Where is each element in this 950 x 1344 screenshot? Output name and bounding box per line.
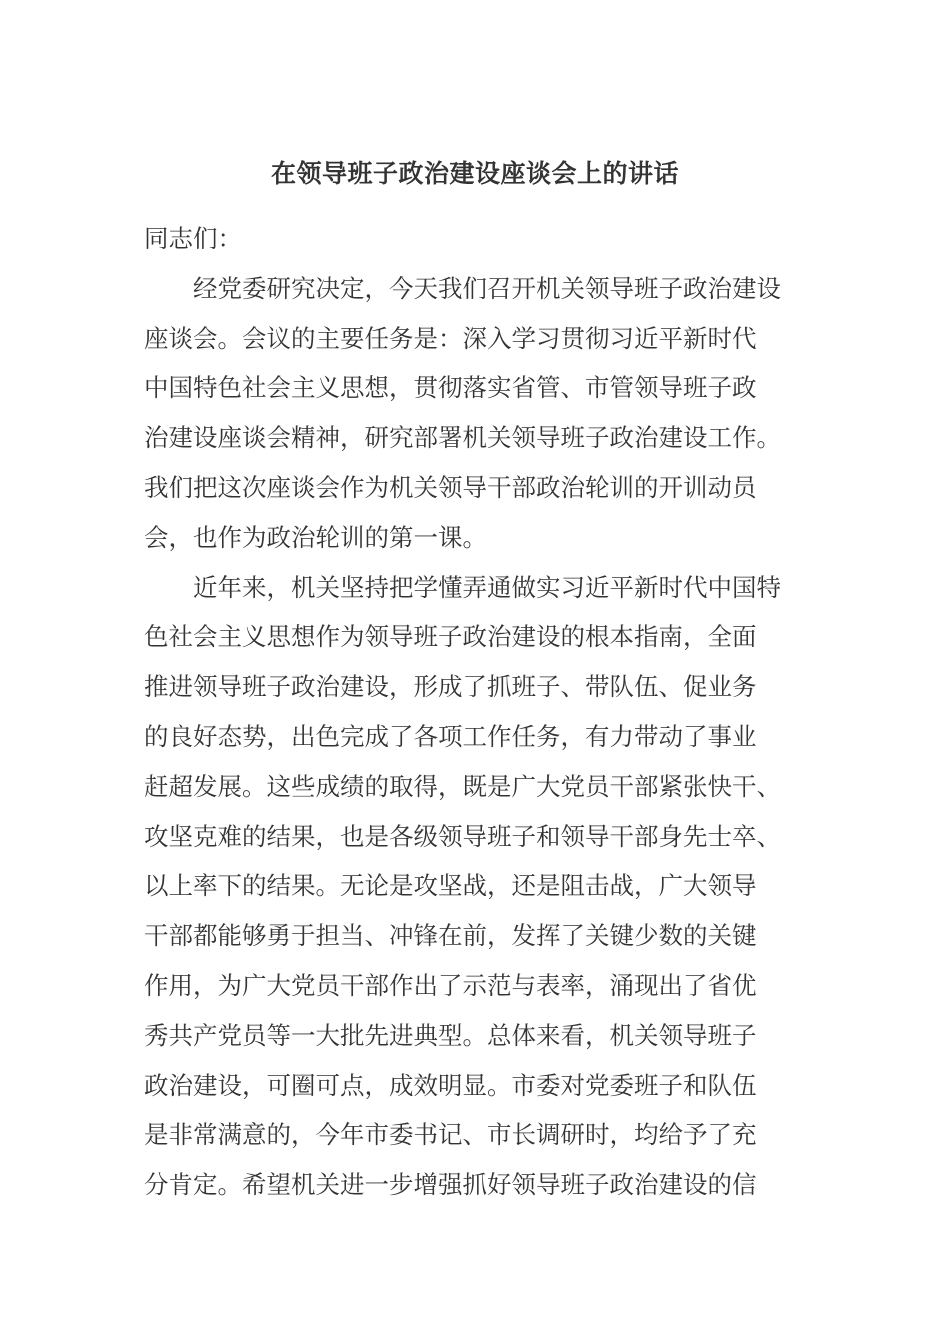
text-line: 中国特色社会主义思想，贯彻落实省管、市管领导班子政	[144, 373, 757, 403]
text-line: 干部都能够勇于担当、冲锋在前，发挥了关键少数的关键	[144, 921, 757, 951]
text-line: 是非常满意的，今年市委书记、市长调研时，均给予了充	[144, 1120, 757, 1150]
text-line: 近年来，机关坚持把学懂弄通做实习近平新时代中国特	[144, 572, 781, 602]
text-line: 我们把这次座谈会作为机关领导干部政治轮训的开训动员	[144, 472, 757, 502]
text-line: 的良好态势，出色完成了各项工作任务，有力带动了事业	[144, 721, 757, 751]
text-line: 色社会主义思想作为领导班子政治建设的根本指南，全面	[144, 622, 757, 652]
text-line: 秀共产党员等一大批先进典型。总体来看，机关领导班子	[144, 1020, 757, 1050]
text-line: 会，也作为政治轮训的第一课。	[144, 522, 487, 552]
text-line: 作用，为广大党员干部作出了示范与表率，涌现出了省优	[144, 970, 757, 1000]
document-title: 在领导班子政治建设座谈会上的讲话	[270, 159, 679, 188]
text-line: 推进领导班子政治建设，形成了抓班子、带队伍、促业务	[144, 672, 757, 702]
text-line: 治建设座谈会精神，研究部署机关领导班子政治建设工作。	[144, 423, 781, 453]
text-line: 座谈会。会议的主要任务是：深入学习贯彻习近平新时代	[144, 323, 757, 353]
text-line: 分肯定。希望机关进一步增强抓好领导班子政治建设的信	[144, 1170, 757, 1200]
text-line: 同志们：	[144, 224, 242, 253]
document-body	[144, 214, 809, 1210]
text-line: 以上率下的结果。无论是攻坚战，还是阻击战，广大领导	[144, 871, 757, 901]
text-line: 赶超发展。这些成绩的取得，既是广大党员干部紧张快干、	[144, 771, 781, 801]
text-line: 政治建设，可圈可点，成效明显。市委对党委班子和队伍	[144, 1070, 757, 1100]
text-line: 经党委研究决定，今天我们召开机关领导班子政治建设	[144, 273, 781, 303]
text-line: 攻坚克难的结果，也是各级领导班子和领导干部身先士卒、	[144, 821, 781, 851]
